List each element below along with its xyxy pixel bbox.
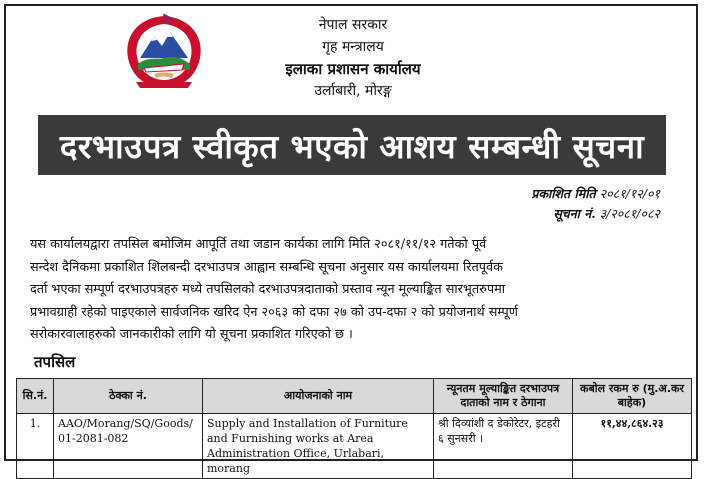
cell-sn: 1.	[17, 414, 54, 479]
table-row	[17, 414, 692, 479]
notice-title-banner	[38, 115, 666, 175]
column-header-sn: सि.नं.	[17, 379, 54, 414]
cell-contract-no: AAO/Morang/SQ/Goods/ 01-2081-082	[54, 414, 203, 479]
column-header-project: आयोजनाको नाम	[203, 379, 434, 414]
body-line: यस कार्यालयद्वारा तपसिल बमोजिम आपूर्ति तथा जडान कार्यका लागि मिति २०८१/११/१२ गतेको पूर्व	[30, 237, 487, 252]
cell-project: Supply and Installation of Furniture and Furnishing works at Area Administration Office, Urlabari, morang	[203, 414, 434, 479]
published-date-row	[430, 184, 660, 204]
published-date-value: २०८१/१२/०१	[599, 186, 660, 201]
column-header-bidder: न्यूनतम मूल्याङ्कित दरभाउपत्र दाताको नाम र ठेगाना	[434, 379, 573, 414]
notice-body	[30, 234, 670, 347]
notice-title: दरभाउपत्र स्वीकृत भएको आशय सम्बन्धी सूचना	[59, 126, 645, 166]
notice-meta	[430, 184, 660, 224]
cell-amount: ११,४४,८६४.२३	[573, 414, 692, 479]
notice-number-value: ३/२०८१/०८२	[599, 206, 660, 221]
column-header-amount: कबोल रकम रु (मु.अ.कर बाहेक)	[573, 379, 692, 414]
cell-bidder: श्री दिव्यांशी द डेकोरेटर, इटहरी ६ सुनसरी ।	[434, 414, 573, 479]
notice-number-row	[430, 204, 660, 224]
government-heading	[218, 14, 488, 102]
notice-number-label: सूचना नं.	[553, 206, 596, 221]
body-line: प्रभावग्राही रहेको पाइएकाले सार्वजनिक खरिद ऐन २०६३ को दफा २७ को उप-दफा २ को प्रयोजनार्थ सम्पूर्ण	[30, 304, 519, 320]
body-line: सन्देश दैनिकमा प्रकाशित शिलबन्दी दरभाउपत्र आह्वान सम्बन्धि सूचना अनुसार यस कार्यालयमा रितपूर्वक	[30, 259, 503, 275]
body-line: सरोकारवालाहरुको जानकारीको लागि यो सूचना प्रकाशित गरिएको छ ।	[30, 327, 353, 342]
award-table	[16, 378, 692, 479]
published-date-label: प्रकाशित मिति	[531, 186, 596, 201]
schedule-heading: तपसिल	[34, 353, 76, 371]
office-address: उर्लाबारी, मोरङ्ग	[314, 83, 392, 99]
country-government: नेपाल सरकार	[318, 17, 388, 33]
office-name: इलाका प्रशासन कार्यालय	[285, 60, 421, 78]
nepal-government-emblem-icon	[118, 12, 210, 92]
body-line: दर्ता भएका सम्पूर्ण दरभाउपत्रहरु मध्ये तपसिलको दरभाउपत्रदाताको प्रस्ताव न्यून मूल्याङ्कित सारभूतरुपमा	[30, 282, 506, 297]
table-header-row	[17, 379, 692, 414]
column-header-contract-no: ठेक्का नं.	[54, 379, 203, 414]
ministry-name: गृह मन्त्रालय	[322, 39, 384, 55]
